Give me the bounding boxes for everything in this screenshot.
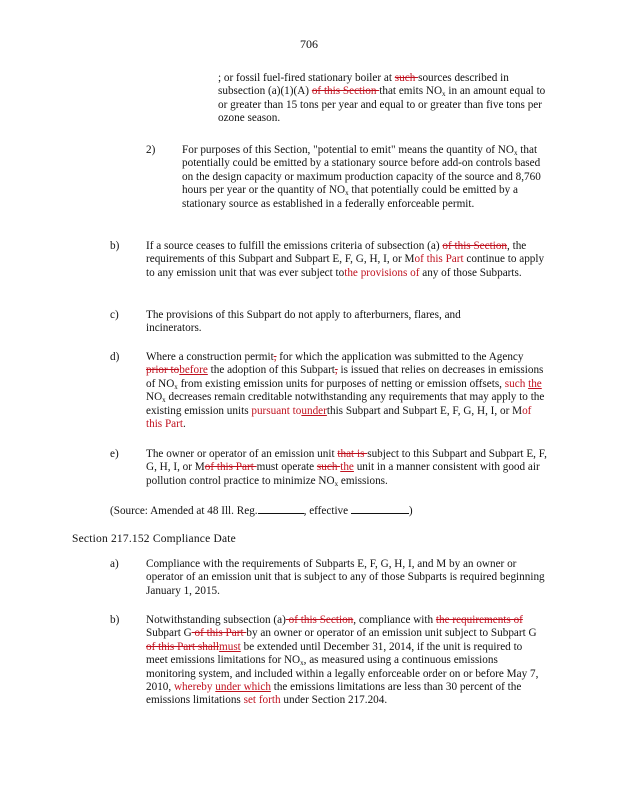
subsection-c-paragraph: The provisions of this Subpart do not apply to afterburners, flares, and incinerators.	[146, 309, 461, 335]
inserted-text: of this Part	[414, 253, 464, 266]
deleted-text: of this Section	[311, 85, 380, 98]
subsection-c-label: c)	[110, 309, 119, 321]
deleted-text: prior to	[146, 364, 180, 377]
source-note: (Source: Amended at 48 Ill. Reg. , effective )	[110, 505, 413, 517]
section-a-paragraph: Compliance with the requirements of Subparts E, F, G, H, I, and M by an owner or operator of an emission unit that is subject to any of those Subparts is required beginning January 1, 2015.	[146, 558, 545, 597]
section-heading: Section 217.152 Compliance Date	[72, 533, 236, 545]
inserted-text: the provisions of	[344, 266, 420, 279]
page-number: 706	[300, 37, 318, 51]
blank-line	[258, 504, 304, 514]
inserted-text: set forth	[243, 694, 281, 707]
deleted-text: the requirements of	[435, 614, 523, 626]
item-2-label: 2)	[146, 144, 156, 156]
inserted-text: the	[340, 461, 354, 474]
subsection-e-label: e)	[110, 448, 119, 460]
deleted-text: such	[394, 72, 419, 84]
blank-line	[351, 504, 409, 514]
deleted-text: of this Part	[204, 461, 257, 474]
inserted-text: pursuant to	[251, 404, 302, 417]
deleted-text: that is	[337, 448, 368, 460]
continuation-paragraph: ; or fossil fuel-fired stationary boiler at such sources described in subsection (a)(1)(A) of this Section that emits $NO_x$ in an amount equal to or greater than 15 tons per year and equal to or greater than five tons per ozone season.	[218, 72, 546, 125]
deleted-text: whereby	[173, 681, 213, 694]
deleted-text: ,	[334, 364, 338, 377]
section-a-label: a)	[110, 558, 119, 570]
deleted-text: of this Section	[442, 240, 508, 252]
section-b-paragraph: Notwithstanding subsection (a) of this Section, compliance with the requirements of Subpart G of this Part by an owner or operator of an emission unit subject to Subpart G of this Part shallmust be extended until December 31, 2014, if the unit is required to meet emissions limitations for $NO_x$, as measured using a continuous emissions monitoring system, and included within a legally enforceable order on or before May 7, 2010, whereby under which the emissions limitations are less than 30 percent of the emissions limitations set forth under Section 217.204.	[146, 614, 539, 707]
subsection-d-paragraph: Where a construction permit, for which the application was submitted to the Agency prior tobefore the adoption of this Subpart, is issued that relies on decreases in emissions of $NO_x$ from existing emission units for purposes of netting or emission offsets, such the $NO_x$ decreases remain creditable notwithstanding any requirements that may apply to the existing emission units pursuant tounderthis Subpart and Subpart E, F, G, H, I, or Mof this Part.	[146, 351, 545, 431]
subsection-b-label: b)	[110, 240, 120, 252]
item-2-paragraph: For purposes of this Section, "potential to emit" means the quantity of $NO_x$ that potentially could be emitted by a stationary source before add-on controls based on the design capacity or maximum production capacity of the source and 8,760 hours per year or the quantity of $NO_x$ that potentially could be emitted by a stationary source as established in a federally enforceable permit.	[182, 144, 541, 210]
inserted-text: of this Part	[146, 404, 532, 431]
inserted-text: must	[219, 640, 241, 653]
inserted-text: such	[504, 377, 529, 390]
subsection-b-paragraph: If a source ceases to fulfill the emissions criteria of subsection (a) of this Section, the requirements of this Subpart and Subpart E, F, G, H, I, or Mof this Part continue to apply to any emission unit that was ever subject tothe provisions of any of those Subparts.	[146, 240, 545, 279]
inserted-text: under which	[215, 681, 271, 694]
section-b-label: b)	[110, 614, 120, 626]
deleted-text: such	[316, 461, 341, 474]
subsection-d-label: d)	[110, 351, 120, 363]
subsection-e-paragraph: The owner or operator of an emission unit that is subject to this Subpart and Subpart E, F, G, H, I, or Mof this Part must operate such the unit in a manner consistent with good air pollution control practice to minimize $NO_x$ emissions.	[146, 448, 547, 488]
inserted-text: under	[301, 404, 327, 417]
inserted-text: the	[528, 377, 542, 390]
deleted-text: ,	[273, 351, 277, 363]
deleted-text: of this Section	[285, 614, 354, 626]
inserted-text: before	[179, 364, 208, 377]
deleted-text: of this Part	[191, 627, 247, 640]
deleted-text: of this Part shall	[146, 640, 220, 653]
